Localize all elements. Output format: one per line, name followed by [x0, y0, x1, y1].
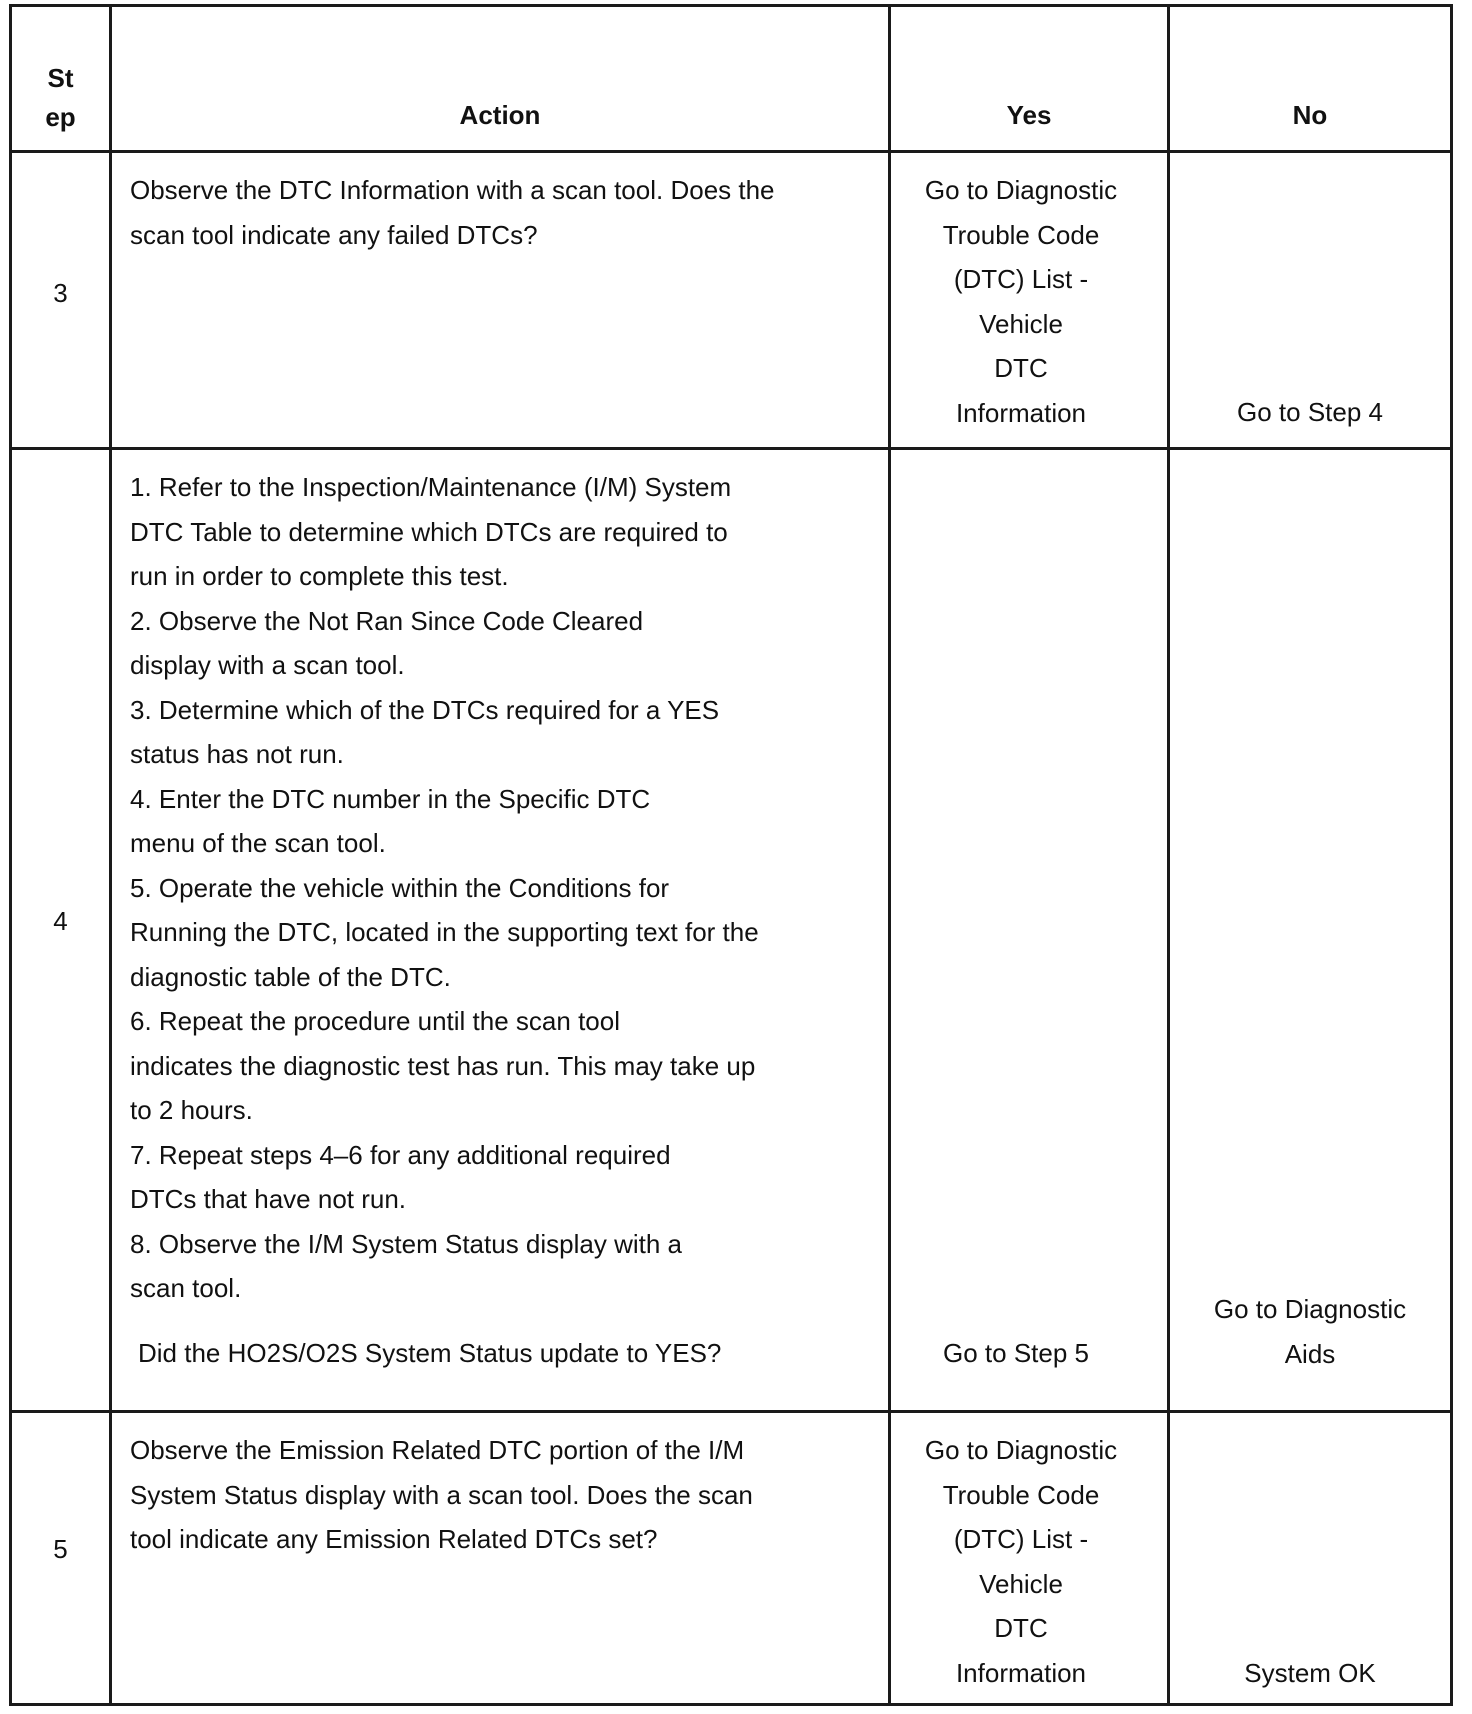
action-steps-list	[130, 465, 880, 1311]
column-divider	[109, 7, 112, 1703]
yes-link[interactable]: Go to Diagnostic Trouble Code (DTC) List - Vehicle DTC Information	[924, 1435, 1118, 1688]
header-yes: Yes	[1006, 100, 1052, 130]
list-item: 2. Observe the Not Ran Since Code Cleared display with a scan tool.	[130, 605, 644, 680]
step-number: 3	[53, 278, 68, 308]
list-item: 1. Refer to the Inspection/Maintenance (I/M) System DTC Table to determine which DTCs are required to run in order to complete this test.	[130, 472, 732, 591]
list-item: 7. Repeat steps 4–6 for any additional required DTCs that have not run.	[130, 1139, 671, 1214]
row-divider	[12, 1410, 1450, 1413]
action-text: Observe the Emission Related DTC portion of the I/M System Status display with a scan tool. Does the scan tool indicate any Emission Related DTCs set?	[130, 1435, 753, 1554]
header-step: St ep	[45, 63, 76, 132]
row-divider	[12, 150, 1450, 153]
list-item: 4. Enter the DTC number in the Specific DTC menu of the scan tool.	[130, 783, 651, 858]
yes-link[interactable]: Go to Diagnostic Trouble Code (DTC) List - Vehicle DTC Information	[924, 175, 1118, 428]
list-item: 3. Determine which of the DTCs required for a YES status has not run.	[130, 694, 720, 769]
header-no: No	[1292, 100, 1328, 130]
no-link[interactable]: Go to Diagnostic Aids	[1213, 1294, 1407, 1369]
diagnostic-table	[9, 4, 1453, 1706]
step-number: 4	[53, 906, 68, 936]
list-item: 5. Operate the vehicle within the Conditions for Running the DTC, located in the supporting text for the diagnostic table of the DTC.	[130, 872, 759, 992]
action-question: Did the HO2S/O2S System Status update to YES?	[138, 1338, 722, 1368]
no-link[interactable]: Go to Step 4	[1237, 397, 1383, 427]
header-action: Action	[459, 100, 541, 130]
column-divider	[1167, 7, 1170, 1703]
no-link[interactable]: System OK	[1244, 1658, 1376, 1688]
row-divider	[12, 447, 1450, 450]
step-number: 5	[53, 1534, 68, 1564]
list-item: 6. Repeat the procedure until the scan tool indicates the diagnostic test has run. This may take up to 2 hours.	[130, 1006, 756, 1125]
list-item: 8. Observe the I/M System Status display with a scan tool.	[130, 1228, 683, 1303]
yes-link[interactable]: Go to Step 5	[943, 1338, 1089, 1368]
action-text: Observe the DTC Information with a scan tool. Does the scan tool indicate any failed DTCs?	[130, 175, 775, 250]
